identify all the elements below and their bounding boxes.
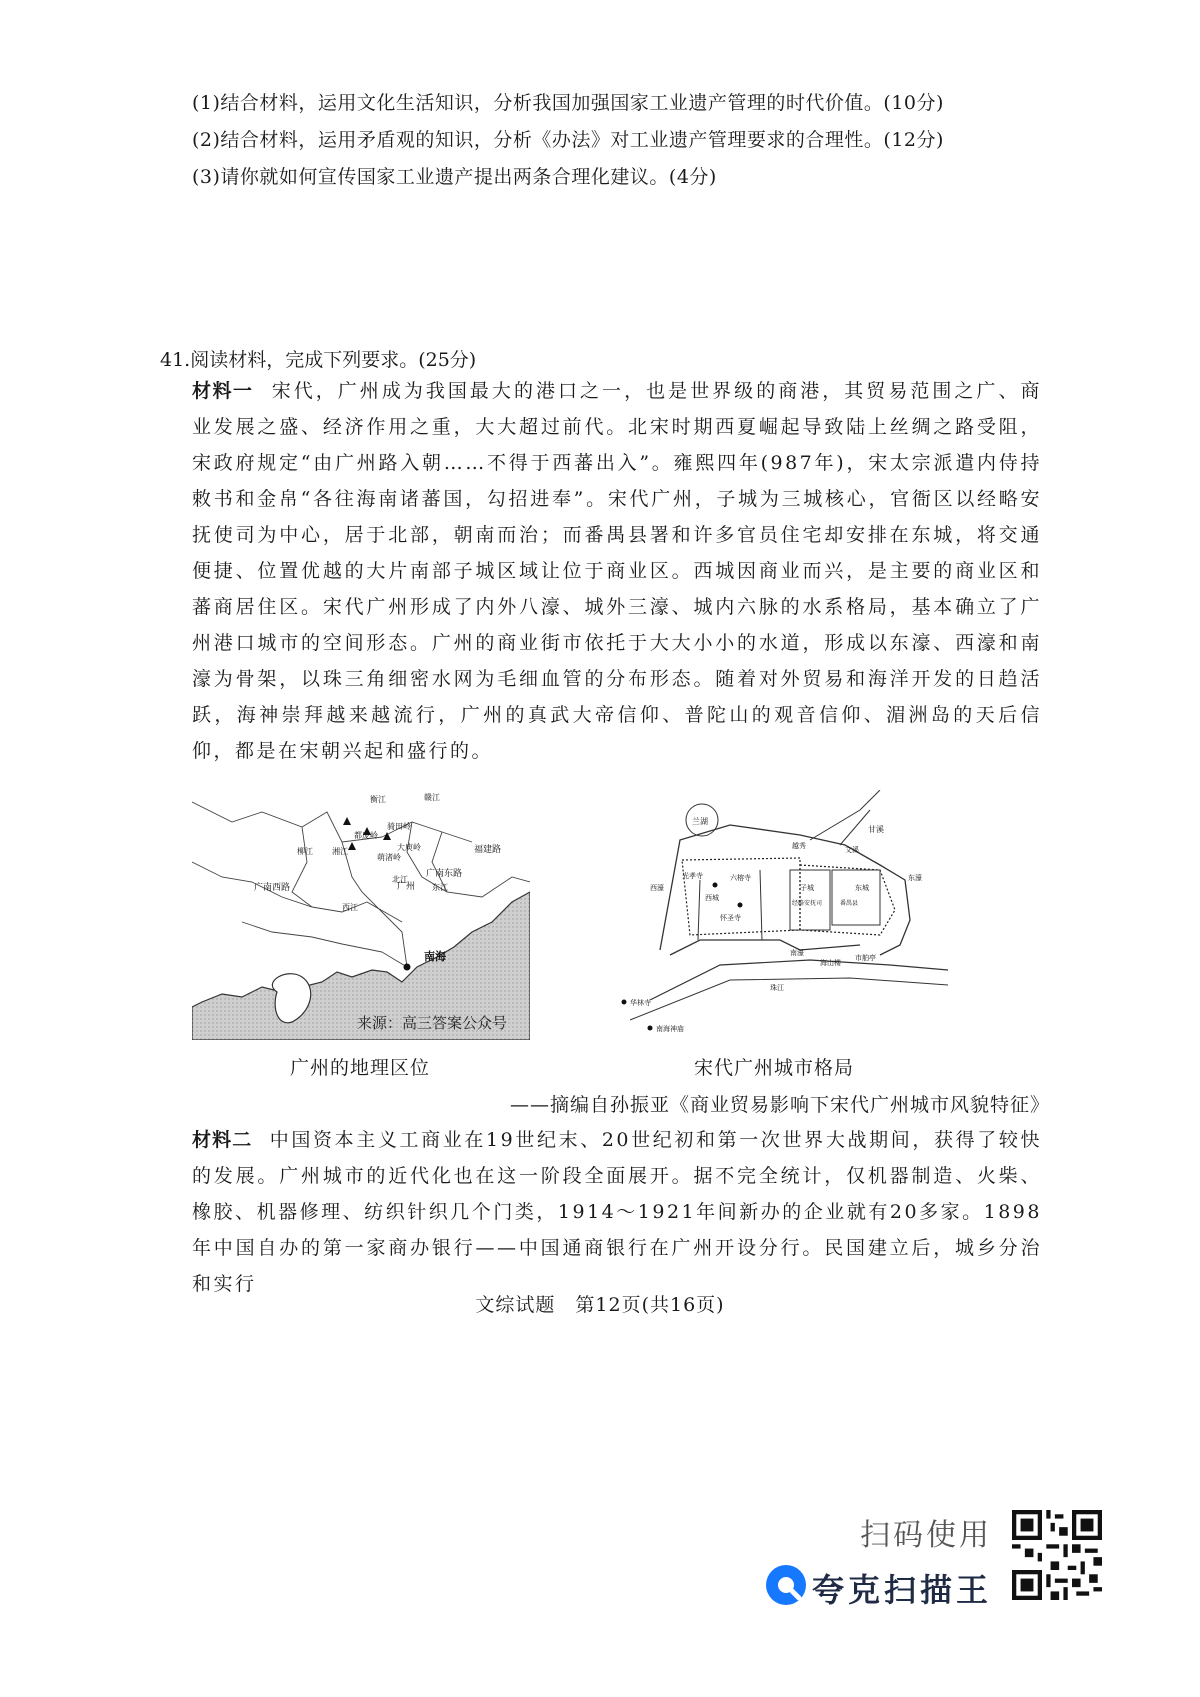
map1-label: 广州: [397, 882, 416, 892]
material-two: [192, 1122, 1042, 1302]
material-two-label: 材料二: [192, 1129, 253, 1151]
guangzhou-location-map: [192, 782, 530, 1040]
attribution: ——摘编自孙振亚《商业贸易影响下宋代广州城市风貌特征》: [509, 1094, 1050, 1116]
map1-label: 福建路: [474, 845, 502, 855]
map2-label: 东濠: [908, 874, 922, 882]
song-guangzhou-city-map: [610, 790, 948, 1040]
map1-source: 来源：高三答案公众号: [357, 1014, 508, 1032]
map2-label: 海山楼: [820, 959, 841, 967]
map2-label: 西城: [705, 894, 719, 902]
map2-label: 越秀: [792, 842, 806, 850]
map2-label: 甘溪: [868, 825, 884, 834]
material-one-text: 宋代，广州成为我国最大的港口之一，也是世界级的商港，其贸易范围之广、商业发展之盛、经济作用之重，大大超过前代。北宋时期西夏崛起导致陆上丝绸之路受阻，宋政府规定“由广州路入朝……不得于西蕃出入”。雍熙四年(987年)，宋太宗派遣内侍持敕书和金帛“各往海南诸蕃国，勾招进奉”。宋代广州，子城为三城核心，官衙区以经略安抚使司为中心，居于北部，朝南而治；而番禺县署和许多官员住宅却安排在东城，将交通便捷、位置优越的大片南部子城区域让位于商业区。西城因商业而兴，是主要的商业区和蕃商居住区。宋代广州形成了内外八濠、城外三濠、城内六脉的水系格局，基本确立了广州港口城市的空间形态。广州的商业街市依托于大大小小的水道，形成以东濠、西濠和南濠为骨架，以珠三角细密水网为毛细血管的分布形态。随着对外贸易和海洋开发的日趋活跃，海神崇拜越来越流行，广州的真武大帝信仰、普陀山的观音信仰、湄洲岛的天后信仰，都是在宋朝兴起和盛行的。: [192, 380, 1042, 762]
map1-label: 赣江: [424, 793, 440, 802]
question-3: (3)请你就如何宣传国家工业遗产提出两条合理化建议。(4分): [192, 166, 717, 188]
material-one: [192, 373, 1042, 769]
map1-label: 都庞岭: [354, 831, 378, 840]
material-one-label: 材料一: [192, 380, 254, 402]
map2-label: 兰湖: [692, 817, 708, 826]
brand-name: 夸克扫描王: [812, 1571, 993, 1609]
map1-label: 南海: [424, 950, 446, 963]
map1-label: 东江: [432, 883, 448, 892]
map1-label: 大庾岭: [397, 843, 421, 852]
map1-caption: 广州的地理区位: [290, 1057, 431, 1079]
qr-code-icon[interactable]: [1012, 1510, 1102, 1600]
material-two-text: 中国资本主义工商业在19世纪末、20世纪初和第一次世界大战期间，获得了较快的发展。广州城市的近代化也在这一阶段全面展开。据不完全统计，仅机器制造、火柴、橡胶、机器修理、纺织针织几个门类，1914～1921年间新办的企业就有20多家。1898年中国自办的第一家商办银行——中国通商银行在广州开设分行。民国建立后，城乡分治和实行: [192, 1129, 1042, 1295]
map2-label: 经略安抚司: [792, 900, 823, 907]
map2-label: 怀圣寺: [720, 914, 741, 922]
map1-label: 柳江: [297, 847, 313, 856]
map2-label: 珠江: [770, 984, 784, 992]
question-41-header: 41.阅读材料，完成下列要求。(25分): [160, 349, 477, 371]
map2-label: 市舶亭: [855, 954, 876, 962]
map2-label: 南濠: [790, 949, 804, 957]
page-footer: 文综试题 第12页(共16页): [475, 1294, 725, 1316]
map2-label: 子城: [800, 884, 814, 892]
question-1: (1)结合材料，运用文化生活知识，分析我国加强国家工业遗产管理的时代价值。(10分): [192, 92, 944, 114]
map1-label: 北江: [392, 875, 408, 884]
map2-caption: 宋代广州城市格局: [694, 1057, 855, 1079]
map2-label: 南海神庙: [656, 1025, 684, 1033]
quark-logo-icon: [765, 1564, 807, 1606]
map1-label: 广南东路: [426, 869, 463, 879]
question-2: (2)结合材料，运用矛盾观的知识，分析《办法》对工业遗产管理要求的合理性。(12分): [192, 129, 944, 151]
map1-label: 萌渚岭: [377, 853, 401, 862]
map1-label: 西江: [342, 903, 358, 912]
map2-label: 文溪: [845, 846, 859, 854]
map2-label: 西濠: [650, 884, 664, 892]
map2-label: 华林寺: [630, 999, 651, 1007]
map1-label: 湘江: [332, 847, 348, 856]
map2-label: 六榕寺: [730, 874, 751, 882]
scan-to-use-text: 扫码使用: [860, 1518, 992, 1553]
map2-label: 番禺县: [840, 900, 859, 907]
map2-label: 光孝寺: [682, 872, 703, 880]
map1-label: 衡江: [370, 795, 386, 804]
map2-label: 东城: [855, 884, 869, 892]
map1-label: 广南西路: [254, 883, 291, 893]
map1-label: 骑田岭: [387, 822, 411, 831]
